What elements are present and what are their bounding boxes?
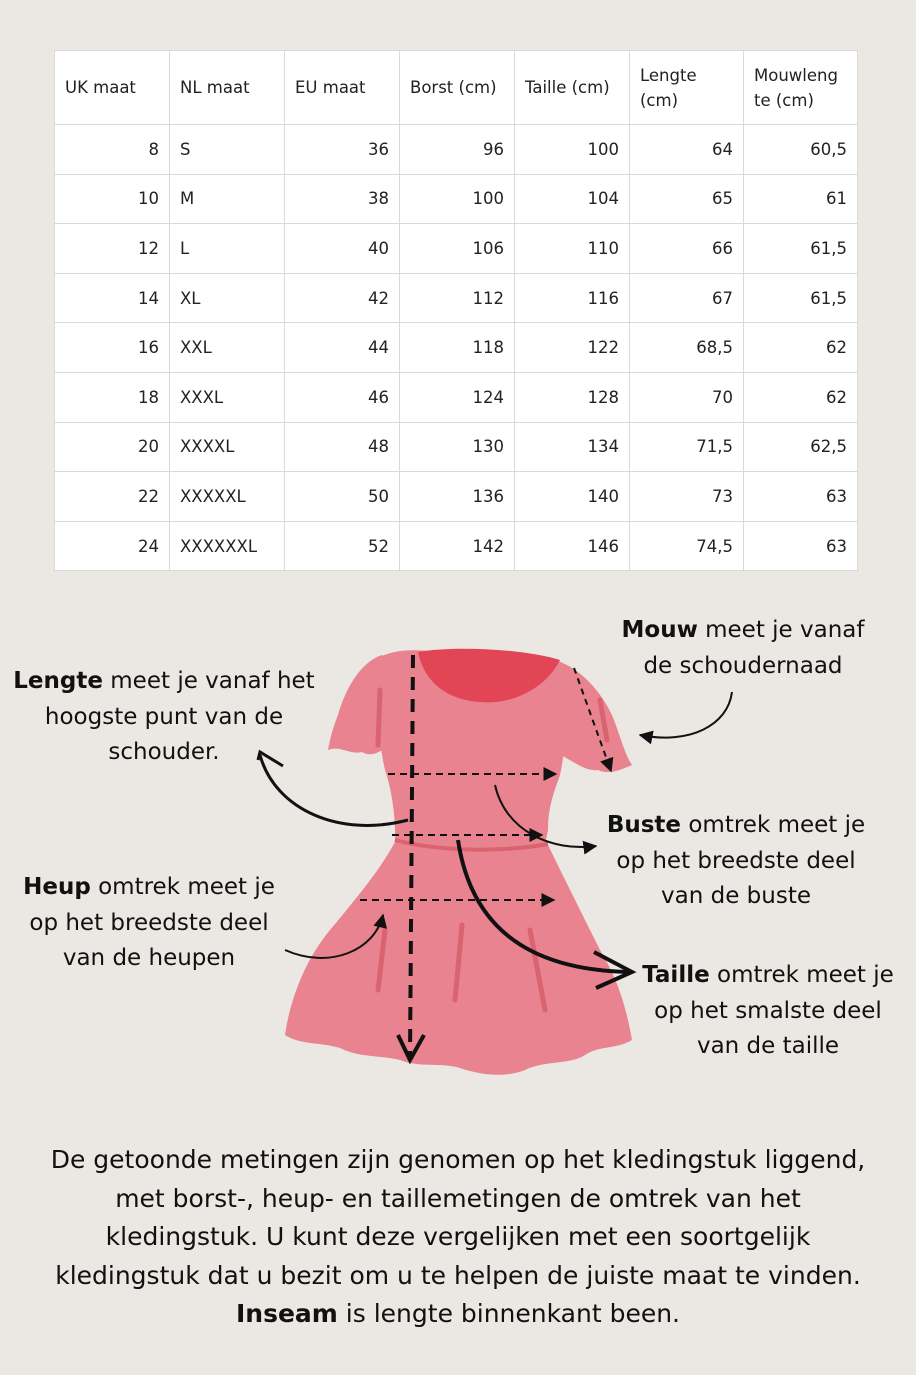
annotation-lengte-text: meet je vanaf het hoogste punt van de schouder. (44, 668, 315, 765)
table-cell: 64 (630, 125, 744, 175)
table-cell: 128 (515, 372, 630, 422)
table-cell: 62,5 (744, 422, 858, 472)
column-header-text: Lengte (640, 65, 697, 85)
table-cell: 46 (285, 372, 400, 422)
table-cell: 112 (400, 273, 515, 323)
column-header-text: UK maat (65, 78, 136, 97)
table-cell: 36 (285, 125, 400, 175)
table-cell: 63 (744, 521, 858, 571)
table-cell: XL (170, 273, 285, 323)
footer-text: De getoonde metingen zijn genomen op het kledingstuk liggend, met borst-, heup- en taillemetingen de omtrek van het kledingstuk. U kunt deze vergelijken met een soortgelijk kledingstuk dat u bezit om u te helpen de juiste maat te vinden. (50, 1145, 866, 1290)
table-cell: 14 (55, 273, 170, 323)
table-cell: 52 (285, 521, 400, 571)
annotation-buste-bold: Buste (606, 812, 682, 838)
annotation-mouw (612, 613, 874, 684)
table-cell: 20 (55, 422, 170, 472)
table-cell: 110 (515, 224, 630, 274)
table-cell: 38 (285, 174, 400, 224)
annotation-taille-bold: Taille (642, 962, 710, 988)
table-cell: 61 (744, 174, 858, 224)
footer-tail: is lengte binnenkant been. (337, 1299, 680, 1328)
column-header-text: EU maat (295, 78, 366, 97)
table-cell: 140 (515, 472, 630, 522)
table-cell: S (170, 125, 285, 175)
table-cell: 67 (630, 273, 744, 323)
column-header-text: Borst (cm) (410, 78, 497, 97)
footer-note (40, 1141, 876, 1334)
table-cell: M (170, 174, 285, 224)
annotation-heup-text: omtrek meet je op het breedste deel van de heupen (29, 874, 275, 971)
column-header-text: Taille (cm) (525, 78, 610, 97)
table-cell: 74,5 (630, 521, 744, 571)
footer-bold: Inseam (236, 1299, 338, 1328)
table-cell: 8 (55, 125, 170, 175)
table-cell: XXXXL (170, 422, 285, 472)
table-cell: 10 (55, 174, 170, 224)
table-cell: 61,5 (744, 224, 858, 274)
table-cell: 130 (400, 422, 515, 472)
table-cell: 71,5 (630, 422, 744, 472)
table-cell: 136 (400, 472, 515, 522)
table-cell: L (170, 224, 285, 274)
table-cell: 96 (400, 125, 515, 175)
table-cell: 12 (55, 224, 170, 274)
table-cell: 44 (285, 323, 400, 373)
table-cell: 73 (630, 472, 744, 522)
annotation-lengte (8, 664, 320, 771)
table-cell: 65 (630, 174, 744, 224)
column-header-text: NL maat (180, 78, 250, 97)
annotation-taille (632, 958, 904, 1065)
mouw-callout-arrow (640, 692, 732, 738)
table-cell: XXXL (170, 372, 285, 422)
table-cell: 100 (400, 174, 515, 224)
annotation-lengte-bold: Lengte (13, 668, 103, 694)
column-header-text: Mouwleng (754, 65, 838, 85)
table-cell: 60,5 (744, 125, 858, 175)
table-cell: 134 (515, 422, 630, 472)
table-cell: 100 (515, 125, 630, 175)
table-cell: 40 (285, 224, 400, 274)
table-cell: 142 (400, 521, 515, 571)
table-cell: 62 (744, 323, 858, 373)
annotation-taille-text: omtrek meet je op het smalste deel van de taille (654, 962, 894, 1059)
table-cell: 63 (744, 472, 858, 522)
table-cell: 18 (55, 372, 170, 422)
table-cell: 146 (515, 521, 630, 571)
table-cell: 22 (55, 472, 170, 522)
table-cell: 68,5 (630, 323, 744, 373)
table-cell: XXL (170, 323, 285, 373)
annotation-mouw-text: meet je vanaf de schoudernaad (643, 617, 865, 679)
table-cell: 124 (400, 372, 515, 422)
annotation-heup (14, 870, 284, 977)
table-cell: 62 (744, 372, 858, 422)
table-cell: 16 (55, 323, 170, 373)
annotation-mouw-bold: Mouw (621, 617, 698, 643)
table-cell: 70 (630, 372, 744, 422)
table-cell: 66 (630, 224, 744, 274)
table-cell: XXXXXL (170, 472, 285, 522)
annotation-buste-text: omtrek meet je op het breedste deel van de buste (616, 812, 866, 909)
table-cell: 106 (400, 224, 515, 274)
table-cell: 42 (285, 273, 400, 323)
table-cell: 50 (285, 472, 400, 522)
table-cell: 24 (55, 521, 170, 571)
table-cell: 104 (515, 174, 630, 224)
table-cell: 61,5 (744, 273, 858, 323)
annotation-heup-bold: Heup (23, 874, 91, 900)
table-cell: 118 (400, 323, 515, 373)
table-cell: 116 (515, 273, 630, 323)
column-header-text: (cm) (640, 90, 679, 110)
annotation-buste (600, 808, 872, 915)
table-cell: 122 (515, 323, 630, 373)
table-cell: 48 (285, 422, 400, 472)
table-cell: XXXXXXL (170, 521, 285, 571)
column-header-text: te (cm) (754, 90, 814, 110)
